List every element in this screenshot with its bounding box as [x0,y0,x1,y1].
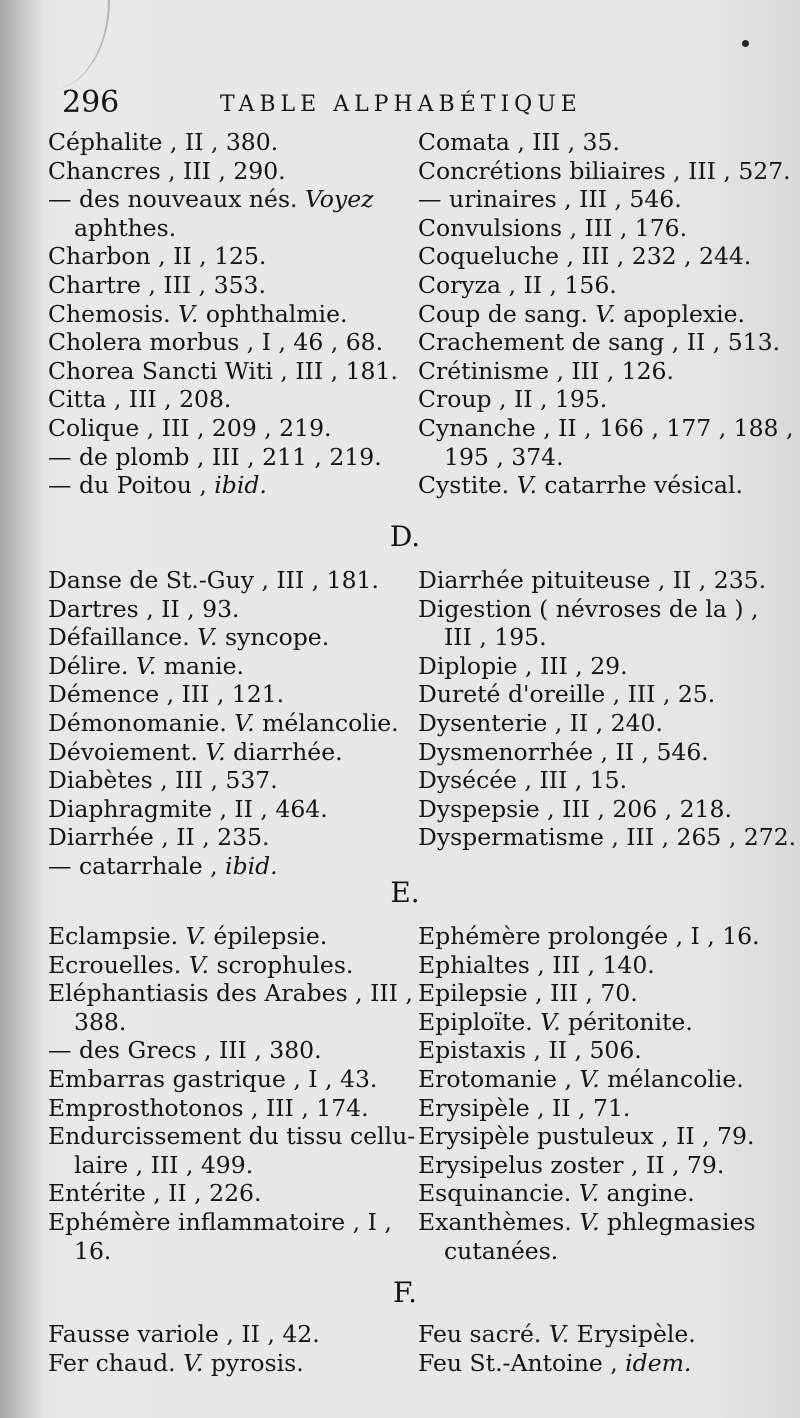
index-entry: Feu St.-Antoine , idem. [418,1348,692,1377]
index-entry: — du Poitou , ibid. [48,471,267,500]
index-entry: Ephémère prolongée , I , 16. [418,922,760,950]
index-entry: Dysmenorrhée , II , 546. [418,737,709,766]
index-entry: Emprosthotonos , III , 174. [48,1093,369,1122]
index-entry: Défaillance. V. syncope. [48,623,330,652]
column-left-f [48,1320,320,1377]
index-entry: Feu sacré. V. Erysipèle. [418,1320,696,1348]
index-entry: Cholera morbus , I , 46 , 68. [48,328,384,357]
column-right-e [418,922,760,1265]
index-entry: Dévoiement. V. diarrhée. [48,737,343,766]
index-entry: Dureté d'oreille , III , 25. [418,680,716,709]
column-right-f [418,1320,696,1377]
index-entry: Ecrouelles. V. scrophules. [48,950,354,979]
index-entry: Digestion ( névroses de la ) , [418,594,759,623]
index-entry: Ephémère inflammatoire , I , [48,1207,392,1236]
index-entry: Dysécée , III , 15. [418,766,628,795]
index-entry: Embarras gastrique , I , 43. [48,1064,378,1093]
index-entry: Epilepsie , III , 70. [418,979,638,1008]
index-entry: — de plomb , III , 211 , 219. [48,442,382,471]
ink-spot [742,40,749,47]
index-entry: Dyspepsie , III , 206 , 218. [418,794,732,823]
index-entry: — urinaires , III , 546. [418,185,682,214]
index-entry: Coqueluche , III , 232 , 244. [418,242,752,271]
index-entry: Eclampsie. V. épilepsie. [48,922,328,950]
index-entry: Colique , III , 209 , 219. [48,413,332,442]
index-entry: Crachement de sang , II , 513. [418,328,781,357]
index-entry: — des nouveaux nés. Voyez [48,185,374,214]
index-entry: III , 195. [444,623,547,652]
index-entry: 16. [74,1236,112,1265]
index-entry: Chemosis. V. ophthalmie. [48,299,348,328]
index-entry: Diabètes , III , 537. [48,766,278,795]
index-entry: Diaphragmite , II , 464. [48,794,328,823]
index-entry: Danse de St.-Guy , III , 181. [48,566,379,594]
page-header [0,84,800,124]
index-entry: Cystite. V. catarrhe vésical. [418,471,743,500]
index-entry: Croup , II , 195. [418,385,608,414]
index-entry: Diarrhée , II , 235. [48,823,270,852]
index-entry: Chancres , III , 290. [48,156,286,185]
index-entry: Coup de sang. V. apoplexie. [418,299,746,328]
index-entry: Cynanche , II , 166 , 177 , 188 , [418,413,794,442]
index-entry: Démence , III , 121. [48,680,285,709]
index-entry: Erysipelus zoster , II , 79. [418,1150,725,1179]
index-entry: 388. [74,1007,127,1036]
index-entry: Entérite , II , 226. [48,1179,262,1208]
column-left-e [48,922,415,1265]
section-letter-e: E. [390,876,420,909]
index-entry: Erysipèle , II , 71. [418,1093,631,1122]
index-entry: Céphalite , II , 380. [48,128,279,156]
index-entry: cutanées. [444,1236,559,1265]
index-entry: Coryza , II , 156. [418,270,617,299]
index-entry: Erysipèle pustuleux , II , 79. [418,1122,755,1151]
index-entry: aphthes. [74,213,177,242]
index-entry: Concrétions biliaires , III , 527. [418,156,791,185]
page-tear [38,0,110,90]
index-entry: — catarrhale , ibid. [48,851,278,880]
index-entry: Diarrhée pituiteuse , II , 235. [418,566,767,594]
running-title: TABLE ALPHABÉTIQUE [220,92,582,117]
column-left-c [48,128,398,500]
index-entry: Endurcissement du tissu cellu- [48,1122,416,1151]
column-right-c [418,128,793,500]
index-entry: Epistaxis , II , 506. [418,1036,642,1065]
column-right-d [418,566,796,852]
index-entry: Diplopie , III , 29. [418,651,628,680]
index-entry: Charbon , II , 125. [48,242,267,271]
index-entry: Exanthèmes. V. phlegmasies [418,1207,756,1236]
section-letter-d: D. [389,520,421,553]
index-entry: Epiploïte. V. péritonite. [418,1007,693,1036]
page-number: 296 [62,85,120,120]
page-gutter-shadow [0,0,44,1418]
column-left-d [48,566,399,881]
index-entry: Fer chaud. V. pyrosis. [48,1348,304,1377]
index-entry: Chorea Sancti Witi , III , 181. [48,356,398,385]
index-entry: Erotomanie , V. mélancolie. [418,1064,744,1093]
index-entry: 195 , 374. [444,442,564,471]
index-entry: Dartres , II , 93. [48,594,240,623]
index-entry: Eléphantiasis des Arabes , III , [48,979,413,1008]
index-entry: Citta , III , 208. [48,385,232,414]
index-entry: Crétinisme , III , 126. [418,356,674,385]
index-entry: Chartre , III , 353. [48,270,266,299]
index-entry: Dyspermatisme , III , 265 , 272. [418,823,797,852]
index-entry: Délire. V. manie. [48,651,245,680]
index-entry: Convulsions , III , 176. [418,213,688,242]
index-entry: Ephialtes , III , 140. [418,950,655,979]
index-entry: Démonomanie. V. mélancolie. [48,708,399,737]
index-entry: Comata , III , 35. [418,128,620,156]
index-entry: Esquinancie. V. angine. [418,1179,695,1208]
index-entry: Dysenterie , II , 240. [418,708,663,737]
index-entry: Fausse variole , II , 42. [48,1320,320,1348]
section-letter-f: F. [393,1276,417,1309]
index-entry: — des Grecs , III , 380. [48,1036,322,1065]
index-entry: laire , III , 499. [74,1150,254,1179]
